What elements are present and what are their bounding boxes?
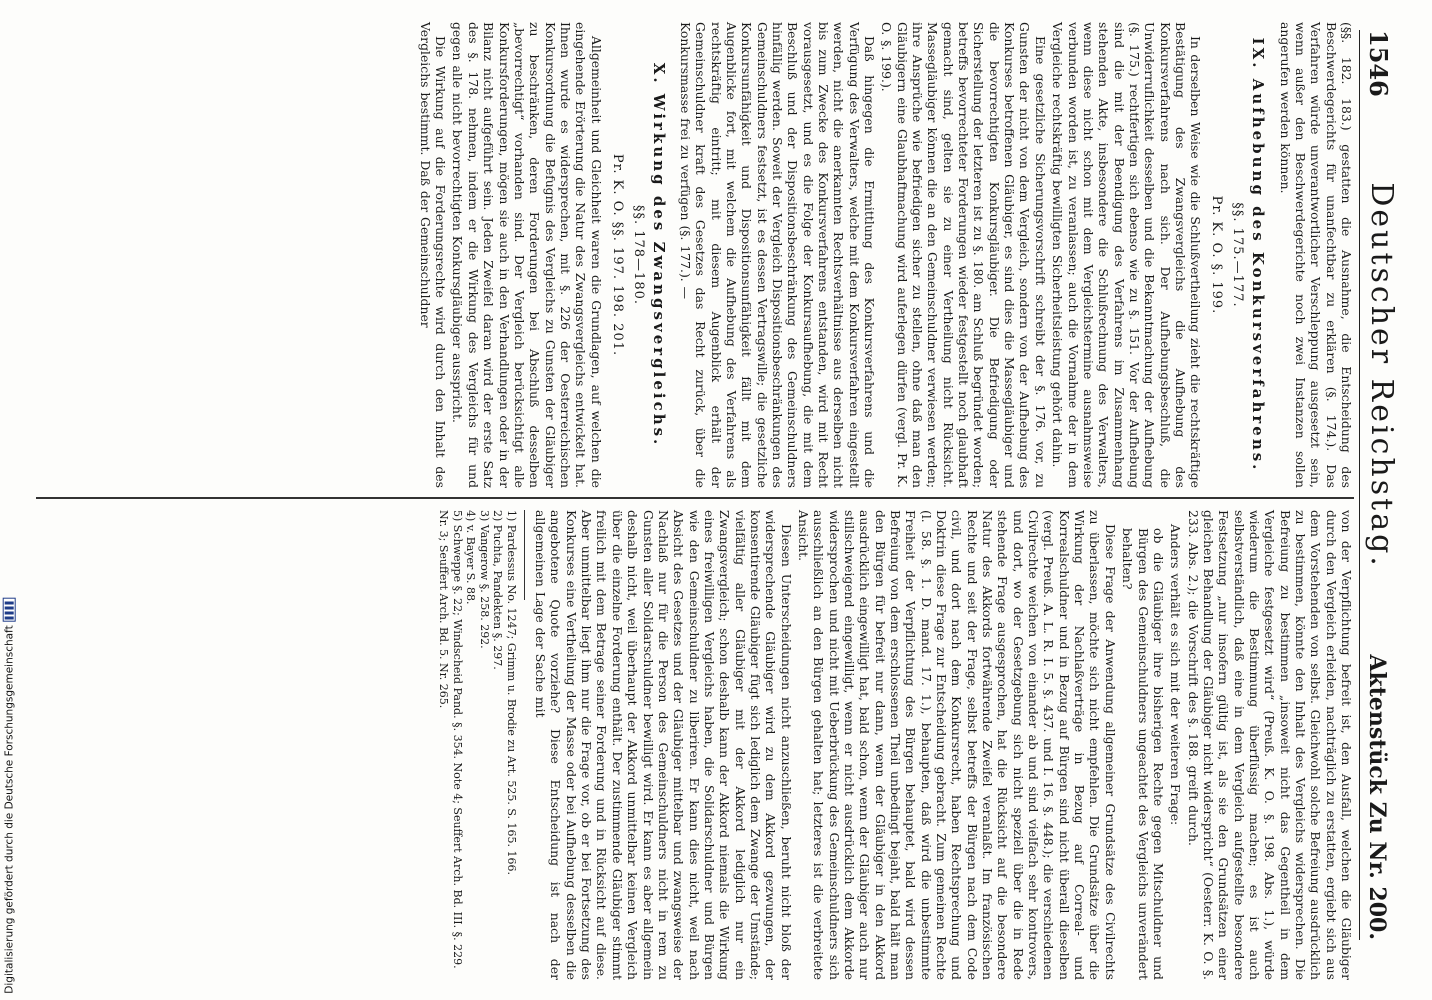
digitization-footer xyxy=(2,600,16,994)
section-x-refs2: Pr. K. O. §§. 197. 198. 201. xyxy=(609,153,625,357)
section-ix-refs: §§. 175.—177. xyxy=(1230,202,1246,308)
section-x-heading: X. Wirkung des Zwangsvergleichs. xyxy=(649,62,668,448)
section-ix-heading: IX. Aufhebung des Konkursverfahrens. xyxy=(1249,37,1268,473)
footnote-separator xyxy=(524,510,525,600)
footnote: 4) v. Bayer S. 88. xyxy=(464,510,478,605)
section-x-refs: §§. 178—180. xyxy=(630,204,646,306)
intro-paragraph: (§§. 182. 183.) gestatten die Ausnahme, die Entscheidung des Beschwerdegerichts für unanfechtbar zu erklären (§. 174.). Das Verfahren würde unverantwortlicher Verschleppung ausgesetzt sein, wenn außer den Beschwerdegerichte noch zwei Instanzen sollen angerufen werden können. xyxy=(1277,22,1354,488)
dfg-logo-icon xyxy=(3,597,16,621)
footnote: 1) Pardessus No. 1247; Grimm u. Brodie zu Art. 525. S. 165. 166. xyxy=(504,510,518,875)
document-reference: Aktenstück Zu Nr. 200. xyxy=(1364,654,1390,940)
section-ix-paragraph-1: In derselben Weise wie die Schlußvertheilung zieht die rechtskräftige Bestätigung des Zwangsvergleichs die Aufhebung des Konkursverfahrens nach sich. Der Aufhebungsbeschluß, die Unwiderruflichkeit desselben und die Bekanntmachung der Aufhebung (§. 175.) rechtfertigen sich ebenso wie zu §. 151. Vor der Aufhebung sind die mit der Beendigung des Verfahrens im Zusammenhang stehenden Akte, insbesondere die Schlußrechnung des Verwalters, wenn diese nicht schon mit dem Vergleichstermine ausnahmsweise verbunden worden ist, zu veranlassen; auch die Vornahme der in dem Vergleiche rechtskräftig bewilligten Sicherheitsleistung gehört dahin. xyxy=(1050,22,1204,488)
page-header xyxy=(1359,30,1420,940)
footnote: 5) Schweppe §. 22; Windscheid Pand. §. 354. Note 4; Seuffert Arch. Bd. III. §. 229. Nr. 3; Seuffert Arch. Bd. 5. Nr. 265. xyxy=(437,510,464,969)
right-column xyxy=(20,510,1354,980)
right-paragraph-5: Diesen Unterscheidungen nicht anzuschließen, beruht nicht bloß der widersprechende Gläubiger wird zu dem Akkord gezwungen, der konsentirende Gläubiger fügt sich lediglich dem Zwange der Umstände; vielfältig aller Gläubiger mit der Akkord lediglich nur ein Zwangsvergleich; schon deshalb kann der Akkord niemals die Wirkung eines freiwilligen Vergleichs haben, die Solidarschuldner und Bürgen wie den Gemeinschuldner zu liberiren. Er kann dies nicht, weil nach Absicht des Gesetzes und der Gläubiger mittelbar und zwangsweise der Nachlaß nur für die Person des Gemeinschuldners nicht in rem zu Gunsten aller Solidarschuldner bewilligt wird. Er kann es aber allgemein deshalb nicht, weil überhaupt der Akkord unmittelbar keinen Vergleich über die einzelne Forderung enthält. Der zustimmende Gläubiger stimmt freilich mit dem Betrage seiner Forderung und in Rücksicht auf diese. Aber unmittelbar liegt ihm nur die Frage vor, ob er bei Fortsetzung des Konkurses eine Vertheilung der Masse oder bei Aufhebung desselben die angebotene Quote vorziehe? Diese Entscheidung ist nach der allgemeinen Lage der Sache mit xyxy=(533,510,794,980)
right-paragraph-1: von der Verpflichtung befreit ist, den Ausfall, welchen die Gläubiger durch den Vergleich erleiden, nachträglich zu erstatten, ergiebt sich aus dem Vorstehenden von selbst. Gleichwohl solche Befreiung ausdrücklich zu bestimmen, könnte den Inhalt des Vergleichs widersprechen. Die Befreiung zu bestimmen „insoweit nicht das Gegentheil in dem Vergleiche festgesetzt wird“ (Preuß. K. O. §. 198. Abs. 1.), würde wiederum die Bestimmung überflüssig machen; es ist auch selbstverständlich, daß eine in dem Vergleich aufgestellte besondere Festsetzung „nur insofern gültig ist, als sie den Grundsätzen einer gleichen Behandlung der Gläubiger nicht widerspricht“ (Oesterr. K. O. §. 233. Abs. 2.); die Vorschrift des §. 188. greift durch. xyxy=(1185,510,1354,980)
section-x-paragraph-2: Die Wirkung auf die Forderungsrechte wird durch den Inhalt des Vergleichs bestimmt. Daß der Gemeinschuldner xyxy=(417,22,449,488)
right-paragraph-4: Diese Frage der Anwendung allgemeiner Grundsätze des Civilrechts zu überlassen, möchte sich nicht empfehlen. Die Grundsätze über die Wirkung der Nachlaßverträge in Bezug auf Correal- und Korrealschuldner und in Bezug auf Bürgen sind nicht überall dieselben (vergl. Preuß. A. L. R. I. 5. §. 437. und I. 16. §. 448.); die verschiedenen Civilrechte weichen von einander ab und sind vielfach sehr kontrovers, und dort, wo der Gesetzgebung sich nicht speziell über die in Rede stehende Frage ausgesprochen, hat die Rücksicht auf die besondere Natur des Akkords fortwährende Zweifel veranlaßt. Im französischen Rechte und seit der Frage, selbst betreffs der Bürgen nach dem Code civil, und dort nach dem Konkursrecht, haben Rechtsprechung und Doktrin diese Frage zur Entscheidung gebracht. Zum gemeinen Rechte (l. 58. §. 1. D. mand. 17. 1.), behaupten, daß wird die unbestimmte Freiheit der Verpflichtung des Bürgen behauptet, bald wird dessen Befreiung von dem erschlossenen Theil unbedingt bejaht, bald hält man den Bürgen für befreit nur dann, wenn der Gläubiger in den Akkord ausdrücklich eingewilligt hat, bald schon, wenn der Gläubiger auch nur stillschweigend eingewilligt, wenn er nicht ausdrücklich dem Akkorde widersprochen und nicht mit Ueberbrückung des Gemeinschuldners sich ausschließlich an den Bürgen gehalten hat; letzteres ist die verbreitete Ansicht. xyxy=(795,510,1118,980)
footer-text: Digitalisierung gefördert durch die Deutsche Forschungsgemeinschaft xyxy=(3,624,16,994)
right-question: ob die Gläubiger ihre bisherigen Rechte gegen Mitschuldner und Bürgen des Gemeinschuldners ungeachtet des Vergleichs unverändert behalten? xyxy=(1120,528,1166,980)
section-ix-paragraph-2: Eine gesetzliche Sicherungsvorschrift schreibt der §. 176. vor, zu Gunsten der nicht von dem Vergleich, sondern von der Aufhebung des Konkurses betroffenen Gläubiger, es sind dies die Massegläubiger und die bevorrechtigten Konkursgläubiger. Die Befriedigung oder Sicherstellung der letzteren ist zu §. 180. am Schluß begründet worden; betreffs bevorrechteter Forderungen wieder festgestellt noch glaubhaft gemacht sind, gelten sie zu einer Vertheilung nicht Rücksicht. Massegläubiger können die an den Gemeinschuldner verwiesen werden; ihre Ansprüche wie befriedigen sicher zu stellen, ohne daß man den Gläubigern eine Glaubhaftmachung wird auferlegen dürfen (vergl. Pr. K. O. §. 199.). xyxy=(879,22,1048,488)
page-number: 1546 xyxy=(1364,30,1393,97)
footnote: 2) Puchta, Pandekten §. 297. xyxy=(491,510,505,670)
page-title: Deutscher Reichstag. xyxy=(1364,182,1399,569)
left-column xyxy=(20,22,1354,488)
footnote: 3) Vangerow §. 258. 292. xyxy=(477,510,491,649)
column-divider xyxy=(36,497,1354,499)
right-paragraph-2: Anders verhält es sich mit der weiteren Frage: xyxy=(1168,524,1184,826)
section-x-paragraph-1: Allgemeinheit und Gleichheit waren die Grundlagen, auf welchen die eingehende Erörterung die Natur des Zwangsvergleichs entwickelt hat. Ihnen wurde es widersprechen, mit §. 226 der Oesterreichischen Konkursordnung die Befugnis des Vergleichs zu Gunsten der Gläubiger zu beschränken, deren Forderungen bei Abschluß desselben „bevorrechtigt“ vorhanden sind. Der Vergleich berücksichtigt alle Konkursforderungen, mögen sie auch in den Verhandlungen oder in der Bilanz nicht aufgeführt sein. Jeden Zweifel daran wird der erste Satz des §. 178. nehmen, indem er die Wirkung des Vergleichs für und gegen alle nicht bevorrechtigten Konkursgläubiger ausspricht. xyxy=(450,22,604,488)
section-ix-paragraph-3: Daß hingegen die Ermittlung des Konkursverfahrens und die Verfügung des Verwalters, welche mit dem Konkursverfahren eingestellt werden, nicht die anerkannten Rechtsverhältnisse aus derselben nicht bis zum Zwecke des Konkursverfahrens entstanden, wird mit Recht vorausgesetzt, und es die Folge der Konkursaufhebung, die mit dem Beschluß und der Dispositionsbeschränkung des Gemeinschuldners hinfällig werden. Soweit der Vergleich Dispositionsbeschränkungen des Gemeinschuldners festsetzt, ist es dessen Vertragswille; die gesetzliche Konkursunfähigkeit und Dispositionsunfähigkeit fällt mit dem Augenblicke fort, mit welchem die Aufhebung des Verfahrens als rechtskräftig eintritt; mit diesem Augenblick erhält der Gemeinschuldner kraft des Gesetzes das Recht zurück, über die Konkursmasse frei zu verfügen (§. 177.). — xyxy=(677,22,878,488)
section-ix-refs2: Pr. K. O. §. 199. xyxy=(1209,195,1225,315)
